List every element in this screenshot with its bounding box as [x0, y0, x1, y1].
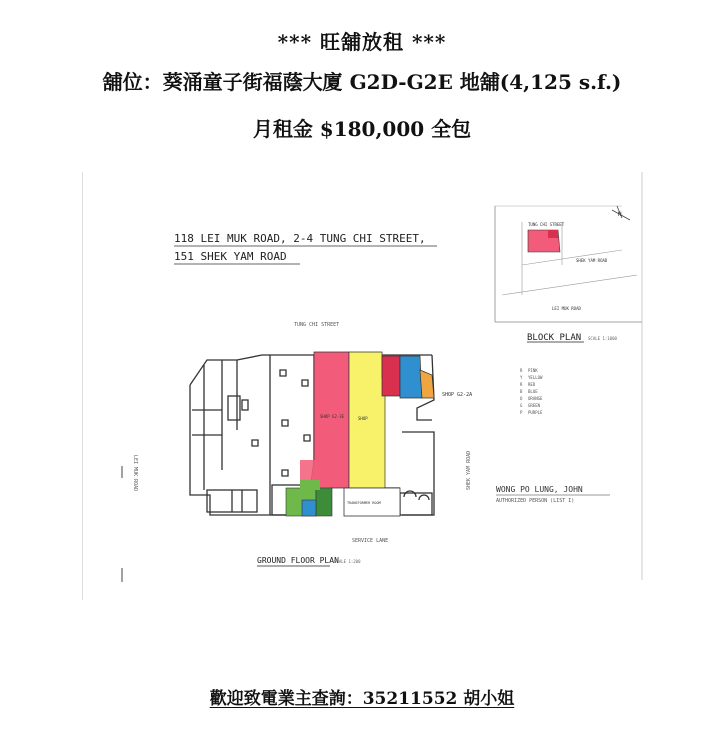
contact-text: 歡迎致電業主查詢：35211552 胡小姐: [209, 689, 515, 709]
floor-plan-drawing: [82, 170, 644, 602]
shop-location-line: 舖位：葵涌童子街福蔭大廈 G2D-G2E 地舖(4,125 s.f.): [102, 70, 622, 94]
svg-text:SHEK YAM ROAD: SHEK YAM ROAD: [576, 258, 608, 263]
lane-bottom-label: SERVICE LANE: [352, 538, 389, 544]
ground-floor-plan-label: GROUND FLOOR PLAN: [257, 556, 339, 565]
ground-floor-plan-scale: SCALE 1:200: [334, 559, 361, 564]
shop-yellow-label: SHOP: [358, 416, 368, 421]
shop-red-label: SHOP G2-3E: [320, 414, 345, 419]
svg-text:PINK: PINK: [528, 368, 538, 373]
block-plan-inset: [495, 206, 642, 322]
svg-text:R: R: [520, 368, 523, 373]
address-line-1: 118 LEI MUK ROAD, 2-4 TUNG CHI STREET,: [174, 232, 426, 245]
svg-text:GREEN: GREEN: [528, 403, 541, 408]
headline: *** 旺舖放租 ***: [277, 30, 447, 54]
svg-text:ORANGE: ORANGE: [528, 396, 543, 401]
svg-text:Y: Y: [520, 375, 523, 380]
svg-text:G: G: [520, 403, 523, 408]
contact-line: [0, 684, 724, 709]
plan-legend: [520, 368, 543, 415]
svg-text:R: R: [520, 382, 523, 387]
svg-text:LEI MUK ROAD: LEI MUK ROAD: [552, 306, 581, 311]
street-top-label: TUNG CHI STREET: [294, 322, 340, 328]
shop-unit-blue: [400, 356, 422, 398]
street-left-label: LEI MUK ROAD: [132, 455, 138, 492]
shop-unit-red: [382, 356, 400, 396]
svg-text:PURPLE: PURPLE: [528, 410, 543, 415]
svg-text:TUNG CHI STREET: TUNG CHI STREET: [528, 222, 565, 227]
svg-text:BLUE: BLUE: [528, 389, 538, 394]
street-right-label: SHEK YAM ROAD: [466, 450, 472, 490]
svg-text:P: P: [520, 410, 523, 415]
signatory-title: AUTHORIZED PERSON (LIST I): [496, 498, 575, 504]
svg-text:RED: RED: [528, 382, 536, 387]
block-plan-scale: SCALE 1:1000: [588, 336, 617, 341]
svg-text:O: O: [520, 396, 523, 401]
svg-text:B: B: [520, 389, 523, 394]
shop-unit-orange: [420, 370, 434, 398]
address-line-2: 151 SHEK YAM ROAD: [174, 250, 287, 263]
svg-text:N: N: [618, 211, 622, 218]
transformer-room-label: TRANSFORMER ROOM: [347, 501, 381, 505]
svg-text:YELLOW: YELLOW: [528, 375, 543, 380]
rent-line: 月租金 $180,000 全包: [252, 117, 472, 141]
block-plan-label: BLOCK PLAN: [527, 333, 582, 343]
signatory-name: WONG PO LUNG, JOHN: [496, 485, 583, 494]
shop-tag-label: SHOP G2-2A: [442, 392, 473, 398]
